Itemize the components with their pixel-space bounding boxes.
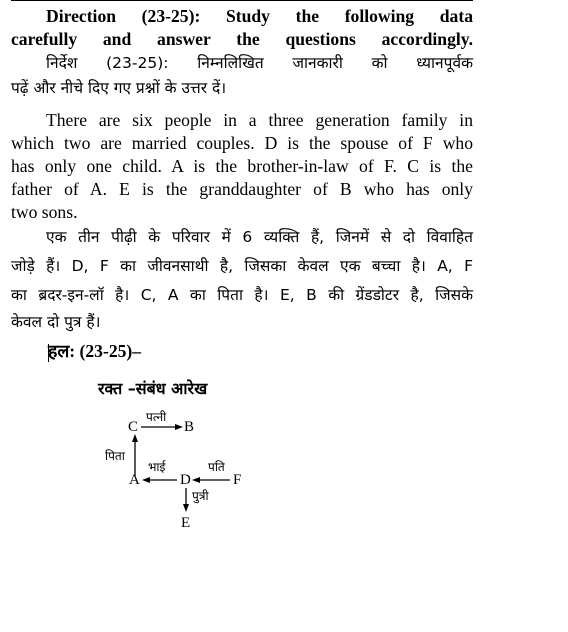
node-a: A [129, 472, 140, 488]
passage-en-line: which two are married couples. D is the spouse of F who [11, 133, 473, 153]
passage-en-line: has only one child. A is the brother-in-law of F. C is the [11, 156, 473, 176]
passage-hi-line: एक तीन पीढ़ी के परिवार में 6 व्यक्ति हैं, जिनमें से दो विवाहित [46, 228, 473, 246]
relation-label-c-b: पत्नी [146, 410, 167, 424]
relation-label-d-a: भाई [148, 460, 166, 474]
node-d: D [180, 472, 191, 488]
passage-hi-line: का ब्रदर-इन-लॉ है। C, A का पिता है। E, B की ग्रेंडडोटर है, जिसके [11, 286, 473, 304]
arrowhead [175, 424, 183, 430]
arrowhead [142, 477, 150, 483]
passage-en-line: There are six people in a three generation family in [46, 110, 473, 130]
relation-label-d-e: पुत्री [192, 489, 209, 503]
passage-hi-line: जोड़े हैं। D, F का जीवनसाथी है, जिसका केवल एक बच्चा है। A, F [11, 257, 473, 275]
arrowhead [132, 434, 138, 442]
direction-en-line-1: Direction (23-25): Study the following data [46, 6, 473, 26]
passage-hi-line: केवल दो पुत्र हैं। [11, 313, 101, 331]
node-e: E [181, 515, 191, 531]
node-b: B [184, 419, 195, 435]
passage-en-line: father of A. E is the granddaughter of B who has only [11, 179, 473, 199]
direction-en-line-2: carefully and answer the questions accordingly. [11, 29, 473, 49]
node-f: F [233, 472, 242, 488]
diagram-title: रक्त –संबंध आरेख [98, 379, 208, 398]
direction-hi-line-2: पढ़ें और नीचे दिए गए प्रश्नों के उत्तर दें। [11, 79, 227, 97]
arrowhead [192, 477, 200, 483]
relation-label-f-d: पति [208, 460, 225, 474]
arrowhead [183, 504, 189, 512]
relation-label-a-c: पिता [105, 449, 125, 463]
solution-heading: हल: (23-25)– [48, 341, 142, 361]
passage-en-line: two sons. [11, 202, 78, 222]
node-c: C [128, 419, 139, 435]
direction-hi-line-1: निर्देश (23-25): निम्नलिखित जानकारी को ध्यानपूर्वक [46, 54, 473, 72]
